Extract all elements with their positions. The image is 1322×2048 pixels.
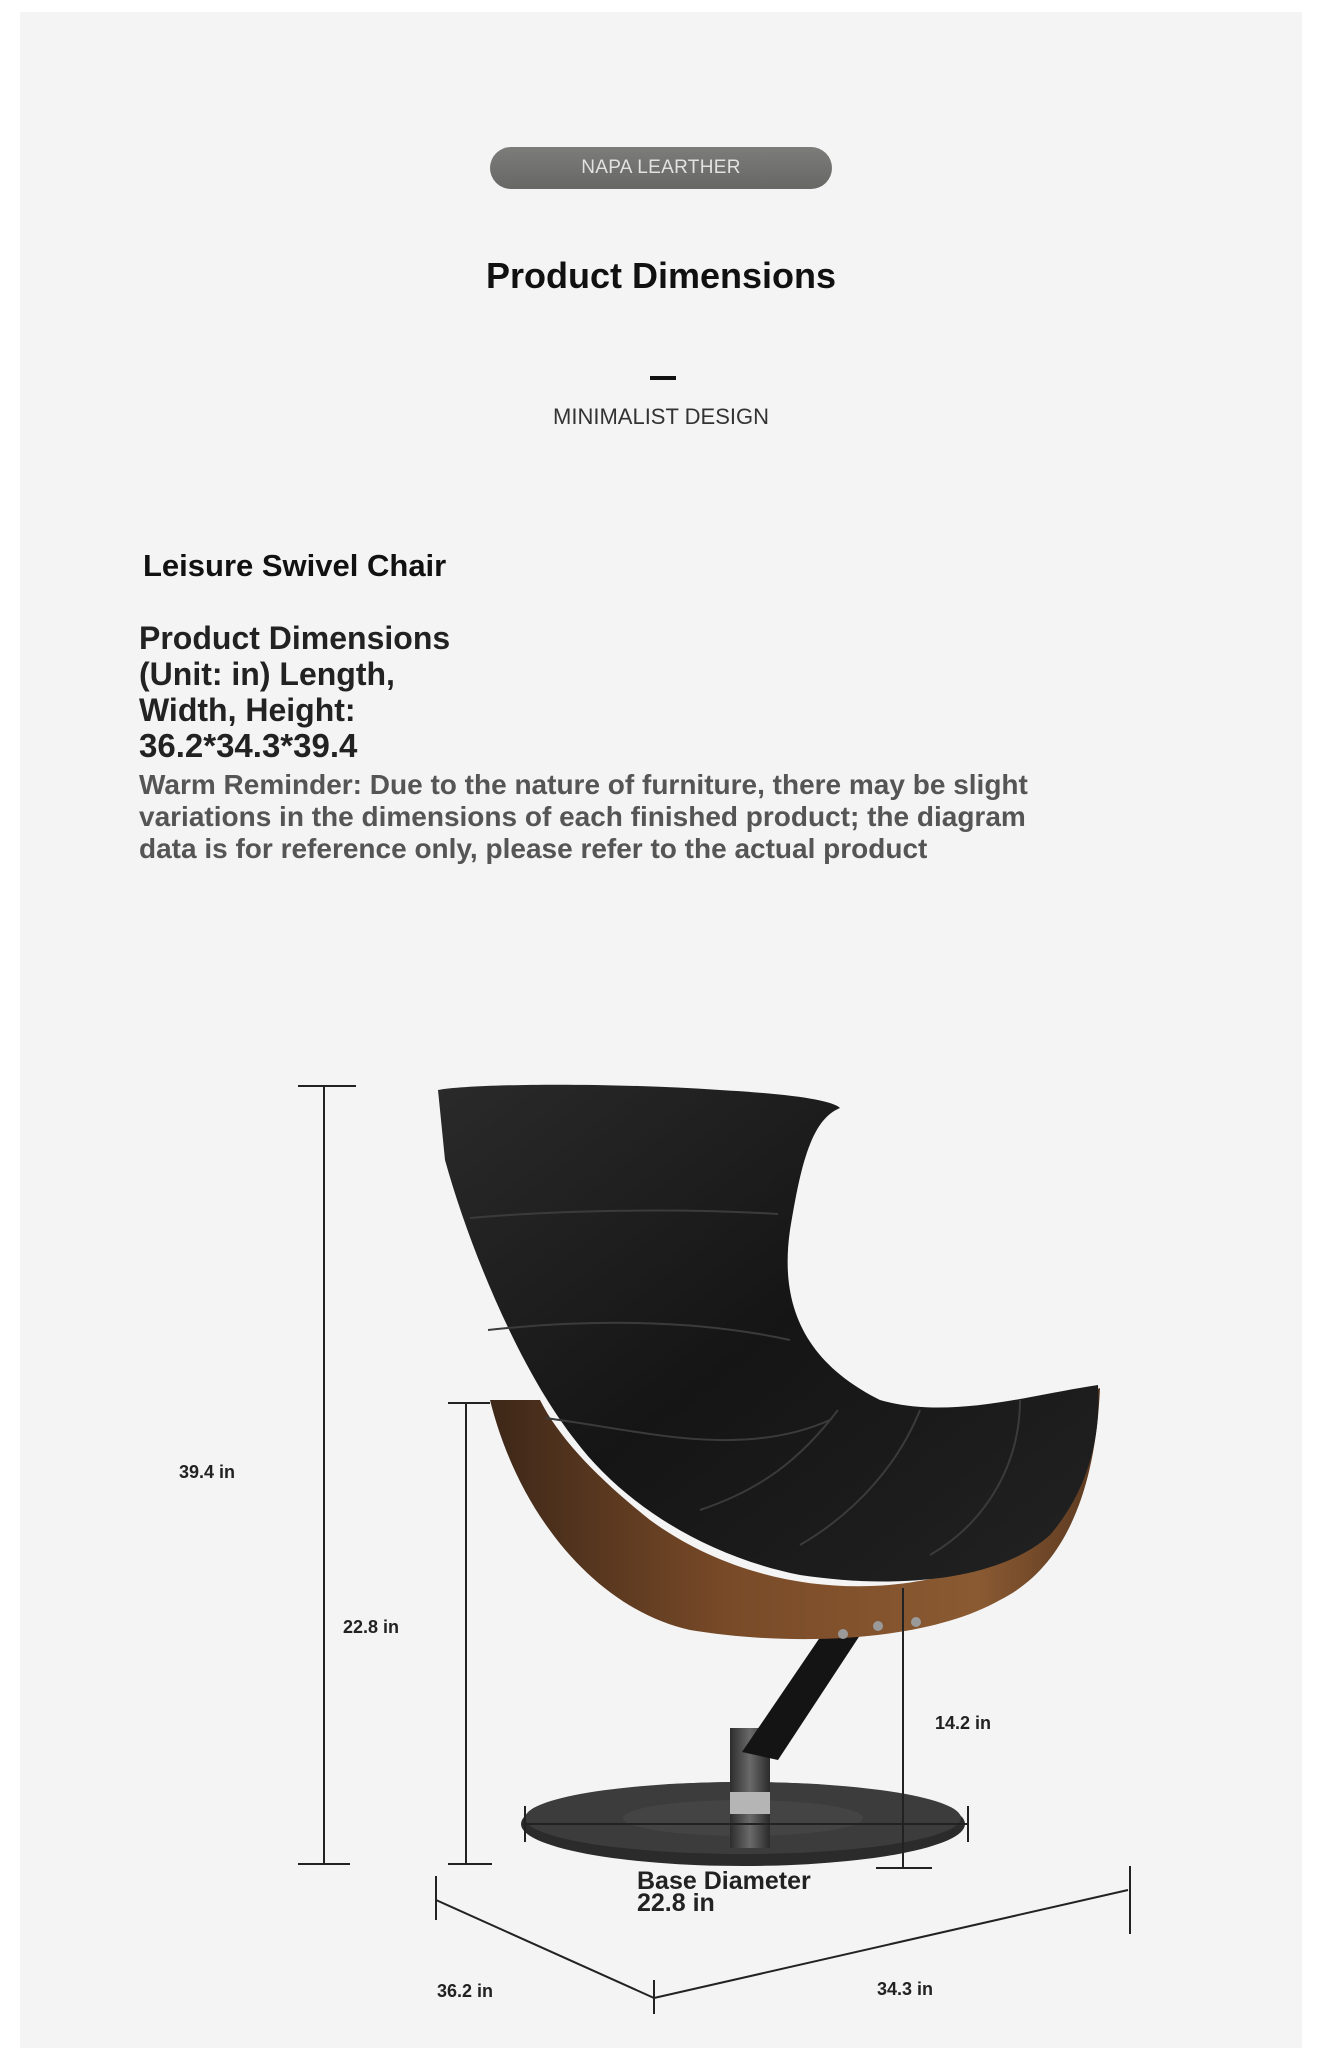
dimensions-line-3: Width, Height: <box>139 692 356 728</box>
base-diameter-caption <box>637 1867 811 1917</box>
base-height-label: 14.2 in <box>935 1713 992 1733</box>
warm-reminder: Warm Reminder: Due to the nature of furniture, there may be slight variations in the dimensions of each finished product; the diagram data is for reference only, please refer to the actual product <box>139 769 1028 864</box>
length-label: 36.2 in <box>437 1981 494 2001</box>
dimensions-line-2: (Unit: in) Length, <box>139 656 395 692</box>
dimensions-value: 36.2*34.3*39.4 <box>139 727 358 764</box>
width-label: 34.3 in <box>877 1979 934 1999</box>
base-diameter-value: 22.8 in <box>637 1889 715 1917</box>
section-title: Product Dimensions <box>485 255 837 296</box>
product-name: Leisure Swivel Chair <box>143 548 447 583</box>
section-subtitle: MINIMALIST DESIGN <box>553 404 769 429</box>
seat-height-label: 22.8 in <box>343 1617 400 1637</box>
base-diameter-title: Base Diameter <box>637 1867 811 1895</box>
total-height-label: 39.4 in <box>179 1462 236 1482</box>
material-badge-label: NAPA LEARTHER <box>581 157 741 178</box>
dimensions-line-1: Product Dimensions <box>139 620 451 656</box>
